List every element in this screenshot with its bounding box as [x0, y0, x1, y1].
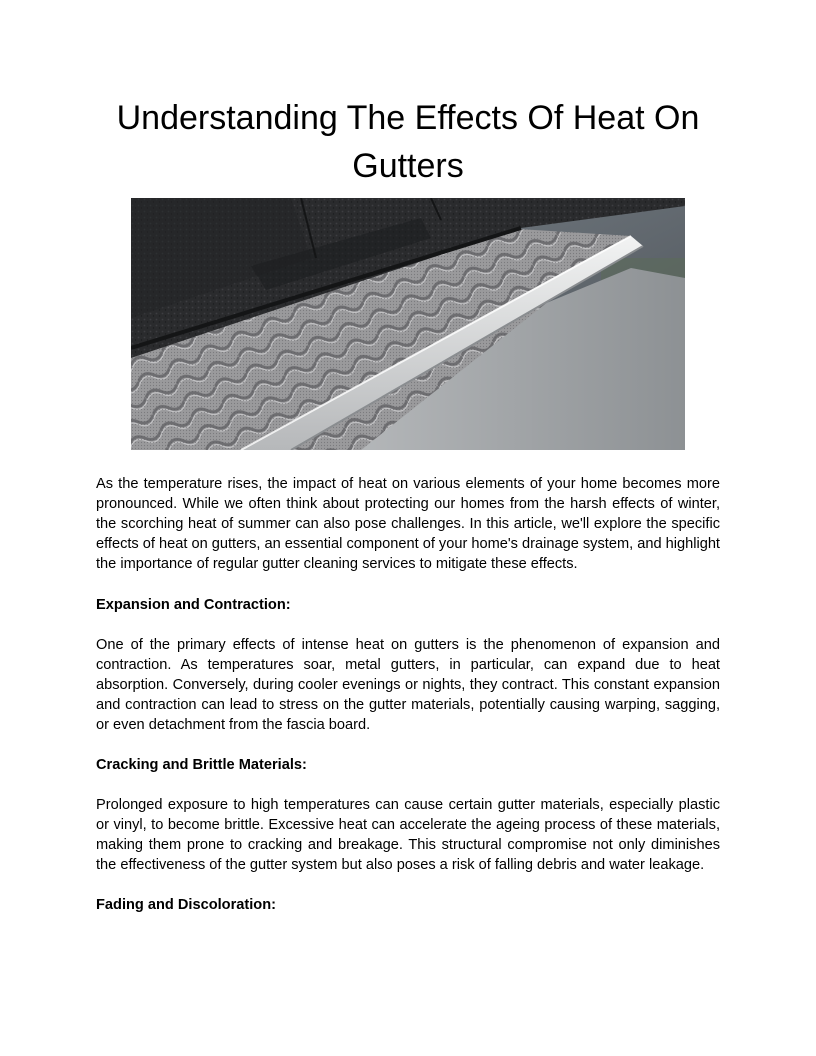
section-body-expansion: One of the primary effects of intense heat on gutters is the phenomenon of expansion and contraction. As temperatures soar, metal gutters, in particular, can expand due to heat absorption. Conversely, during cooler evenings or nights, they contract. This constant expansion and contraction can lead to stress on the gutter materials, potentially causing warping, sagging, or even detachment from the fascia board. [96, 637, 720, 734]
section-heading-expansion: Expansion and Contraction: [96, 597, 291, 613]
roof-gutter-illustration [131, 198, 685, 450]
hero-image [131, 198, 685, 450]
intro-paragraph: As the temperature rises, the impact of heat on various elements of your home becomes more pronounced. While we often think about protecting our homes from the harsh effects of winter, the scorching heat of summer can also pose challenges. In this article, we'll explore the specific effects of heat on gutters, an essential component of your home's drainage system, and highlight the importance of regular gutter cleaning services to mitigate these effects. [96, 476, 720, 573]
section-heading-cracking: Cracking and Brittle Materials: [96, 757, 307, 773]
page-title: Understanding The Effects Of Heat On Gutters [116, 99, 700, 185]
section-body-cracking: Prolonged exposure to high temperatures can cause certain gutter materials, especially plastic or vinyl, to become brittle. Excessive heat can accelerate the ageing process of these materials, making them prone to cracking and breakage. This structural compromise not only diminishes the effectiveness of the gutter system but also poses a risk of falling debris and water leakage. [96, 797, 720, 874]
section-heading-fading: Fading and Discoloration: [96, 897, 276, 913]
